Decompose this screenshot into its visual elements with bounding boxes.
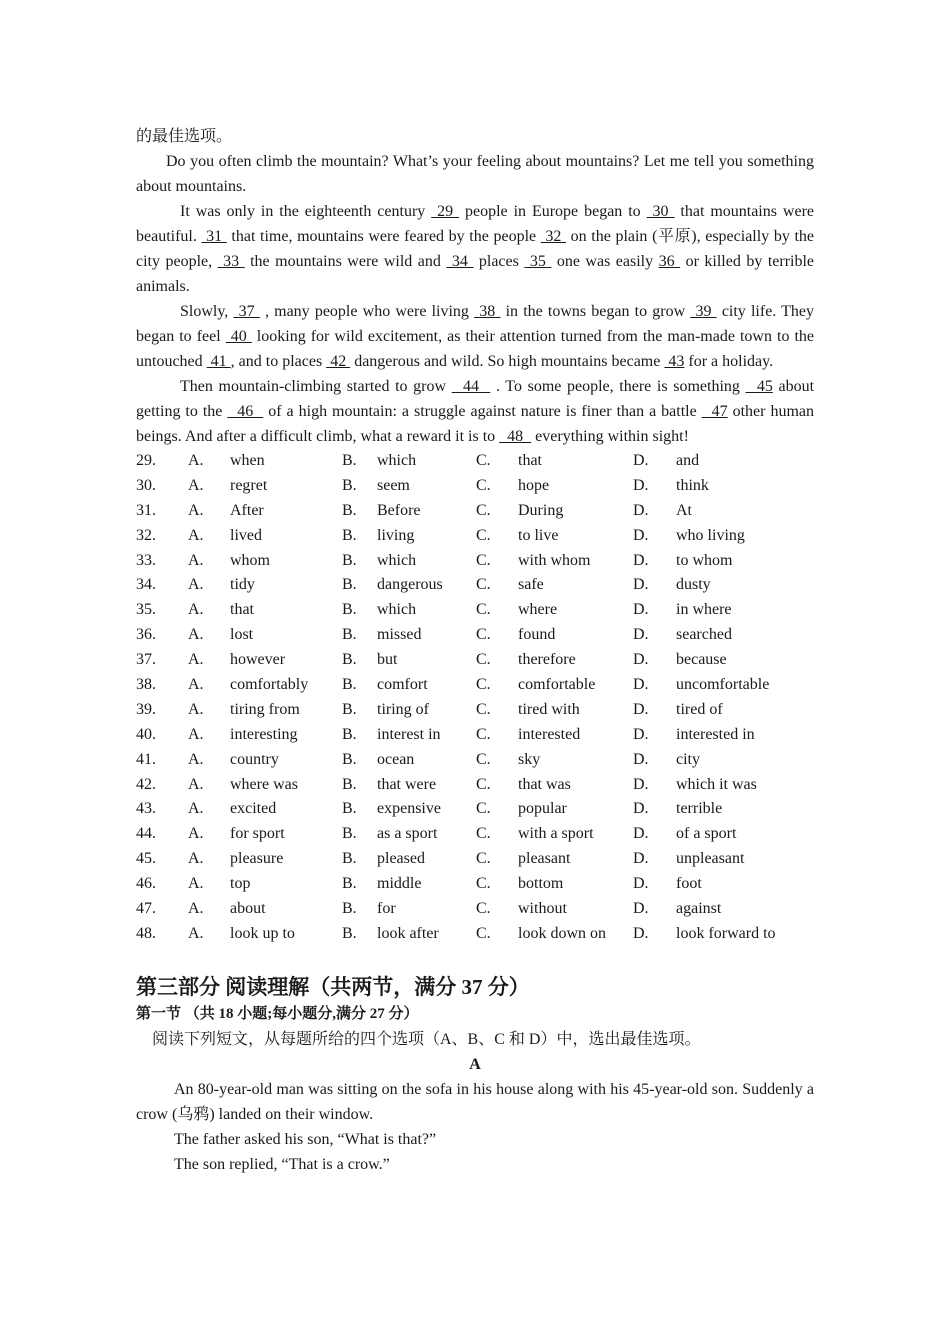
- option-letter-c: C.: [476, 501, 491, 519]
- option-letter-a: A.: [188, 651, 204, 669]
- option-letter-b: B.: [342, 825, 357, 843]
- option-letter-c: C.: [476, 626, 491, 644]
- option-letter-a: A.: [188, 676, 204, 694]
- blank-34: 34: [446, 253, 474, 270]
- blank-40: 40: [225, 328, 252, 345]
- question-number: 33.: [136, 551, 156, 569]
- option-letter-b: B.: [342, 501, 357, 519]
- option-a: tiring from: [230, 700, 300, 718]
- passage-a-paragraph-2: The father asked his son, “What is that?”: [174, 1130, 437, 1148]
- option-letter-c: C.: [476, 825, 491, 843]
- option-b: for: [377, 900, 396, 918]
- option-d: who living: [676, 526, 745, 544]
- option-row: [136, 623, 814, 648]
- option-c: without: [518, 900, 567, 918]
- option-b: dangerous: [377, 576, 443, 594]
- option-letter-a: A.: [188, 551, 204, 569]
- option-letter-a: A.: [188, 501, 204, 519]
- option-letter-c: C.: [476, 526, 491, 544]
- option-letter-d: D.: [633, 476, 649, 494]
- option-d: against: [676, 900, 722, 918]
- option-a: for sport: [230, 825, 285, 843]
- section-title: 第三部分 阅读理解（共两节，满分 37 分）: [136, 974, 530, 999]
- question-number: 29.: [136, 452, 156, 469]
- cloze-paragraph-4: Then mountain-climbing started to grow 44 . To some people, there is something 45 about getting to the 46 of a high mountain: a struggle against nature is finer than a battle 47 other human beings. And after a difficult climb, what a reward it is to 48 everything within sight!: [136, 378, 815, 445]
- question-number: 47.: [136, 900, 156, 918]
- option-d: uncomfortable: [676, 676, 770, 694]
- option-letter-a: A.: [188, 576, 204, 594]
- option-a: interesting: [230, 725, 298, 743]
- option-row: [136, 822, 814, 847]
- option-a: lost: [230, 626, 254, 644]
- blank-48: 48: [499, 428, 532, 445]
- option-letter-a: A.: [188, 750, 204, 768]
- question-number: 30.: [136, 476, 156, 494]
- option-letter-d: D.: [633, 725, 649, 743]
- option-c: interested: [518, 725, 581, 743]
- option-letter-a: A.: [188, 700, 204, 718]
- option-c: to live: [518, 526, 559, 544]
- option-letter-d: D.: [633, 651, 649, 669]
- option-row: [136, 872, 814, 897]
- option-d: because: [676, 651, 727, 669]
- option-row: [136, 474, 814, 499]
- option-letter-d: D.: [633, 526, 649, 544]
- option-d: foot: [676, 875, 702, 893]
- option-row: [136, 598, 814, 623]
- question-number: 36.: [136, 626, 156, 644]
- option-letter-d: D.: [633, 551, 649, 569]
- option-row: [136, 449, 814, 474]
- option-letter-b: B.: [342, 900, 357, 918]
- question-number: 37.: [136, 651, 156, 669]
- intro-tail: 的最佳选项。: [136, 128, 233, 145]
- option-d: searched: [676, 626, 732, 644]
- option-b: ocean: [377, 750, 415, 768]
- instructions: 阅读下列短文，从每题所给的四个选项（A、B、C 和 D）中，选出最佳选项。: [152, 1030, 701, 1048]
- blank-41: 41: [206, 353, 231, 370]
- option-d: of a sport: [676, 825, 737, 843]
- option-row: [136, 723, 814, 748]
- option-letter-a: A.: [188, 725, 204, 743]
- question-number: 34.: [136, 576, 156, 594]
- option-row: [136, 499, 814, 524]
- option-letter-a: A.: [188, 825, 204, 843]
- option-c: During: [518, 501, 564, 519]
- option-row: [136, 897, 814, 922]
- option-letter-b: B.: [342, 576, 357, 594]
- question-number: 42.: [136, 775, 156, 793]
- blank-44: 44: [451, 378, 491, 395]
- option-letter-d: D.: [633, 501, 649, 519]
- question-number: 43.: [136, 800, 156, 818]
- option-d: unpleasant: [676, 850, 745, 868]
- blank-47: 47: [701, 403, 728, 420]
- option-letter-d: D.: [633, 850, 649, 868]
- option-letter-d: D.: [633, 875, 649, 893]
- option-letter-b: B.: [342, 775, 357, 793]
- option-letter-c: C.: [476, 651, 491, 669]
- option-letter-d: D.: [633, 452, 649, 469]
- option-b: pleased: [377, 850, 425, 868]
- option-a: comfortably: [230, 676, 309, 694]
- option-letter-c: C.: [476, 576, 491, 594]
- option-letter-c: C.: [476, 676, 491, 694]
- option-letter-b: B.: [342, 601, 357, 619]
- option-b: comfort: [377, 676, 428, 694]
- option-letter-d: D.: [633, 676, 649, 694]
- option-letter-a: A.: [188, 476, 204, 494]
- option-d: city: [676, 750, 700, 768]
- option-c: popular: [518, 800, 567, 818]
- cloze-paragraph-2: It was only in the eighteenth century 29 people in Europe began to 30 that mountains were beautiful. 31 that time, mountains were feared by the people 32 on the plain (平原), especially by the city people, 33 the mountains were wild and 34 places 35 one was easily 36 or killed by terrible animals.: [136, 203, 815, 295]
- option-letter-b: B.: [342, 651, 357, 669]
- option-a: excited: [230, 800, 277, 818]
- option-b: which: [377, 551, 417, 569]
- option-letter-b: B.: [342, 700, 357, 718]
- blank-38: 38: [474, 303, 501, 320]
- option-c: bottom: [518, 875, 564, 893]
- blank-31: 31: [201, 228, 227, 245]
- option-b: which: [377, 601, 417, 619]
- option-letter-d: D.: [633, 750, 649, 768]
- cloze-paragraph-3: Slowly, 37 , many people who were living 38 in the towns began to grow 39 city life. They began to feel 40 looking for wild excitement, as their attention turned from the man-made town to the untouched 41 , and to places 42 dangerous and wild. So high mountains became 43 for a holiday.: [136, 303, 815, 370]
- option-b: middle: [377, 875, 422, 893]
- option-a: lived: [230, 526, 262, 544]
- option-letter-b: B.: [342, 800, 357, 818]
- option-c: comfortable: [518, 676, 596, 694]
- option-a: pleasure: [230, 850, 284, 868]
- option-a: where was: [230, 775, 298, 793]
- option-letter-d: D.: [633, 601, 649, 619]
- option-a: tidy: [230, 576, 255, 594]
- option-b: living: [377, 526, 415, 544]
- option-letter-a: A.: [188, 900, 204, 918]
- option-letter-d: D.: [633, 700, 649, 718]
- option-d: terrible: [676, 800, 723, 818]
- option-letter-c: C.: [476, 850, 491, 868]
- option-a: whom: [230, 551, 270, 569]
- option-letter-b: B.: [342, 526, 357, 544]
- cloze-paragraph-1: Do you often climb the mountain? What’s your feeling about mountains? Let me tell you something about mountains.: [136, 153, 814, 195]
- question-number: 48.: [136, 924, 156, 942]
- option-letter-d: D.: [633, 775, 649, 793]
- option-letter-a: A.: [188, 452, 204, 469]
- option-letter-d: D.: [633, 900, 649, 918]
- question-number: 41.: [136, 750, 156, 768]
- option-a: regret: [230, 476, 268, 494]
- option-letter-c: C.: [476, 725, 491, 743]
- option-b: look after: [377, 924, 439, 942]
- option-a: top: [230, 875, 251, 893]
- blank-39: 39: [690, 303, 717, 320]
- option-b: which: [377, 452, 417, 469]
- option-letter-c: C.: [476, 900, 491, 918]
- option-row: [136, 773, 814, 798]
- option-row: [136, 549, 814, 574]
- option-a: that: [230, 601, 254, 619]
- option-b: Before: [377, 501, 421, 519]
- option-letter-c: C.: [476, 700, 491, 718]
- passage-a-paragraph-3: The son replied, “That is a crow.”: [174, 1155, 390, 1173]
- option-letter-b: B.: [342, 476, 357, 494]
- passage-label: A: [469, 1055, 481, 1073]
- option-a: look up to: [230, 924, 295, 942]
- option-b: as a sport: [377, 825, 438, 843]
- option-c: look down on: [518, 924, 606, 942]
- option-letter-a: A.: [188, 601, 204, 619]
- question-number: 45.: [136, 850, 156, 868]
- option-c: where: [518, 601, 558, 619]
- option-letter-d: D.: [633, 626, 649, 644]
- option-a: when: [230, 452, 265, 469]
- option-row: [136, 573, 814, 598]
- option-letter-a: A.: [188, 775, 204, 793]
- option-d: tired of: [676, 700, 723, 718]
- blank-42: 42: [326, 353, 351, 370]
- option-letter-b: B.: [342, 676, 357, 694]
- option-b: that were: [377, 775, 437, 793]
- option-letter-a: A.: [188, 626, 204, 644]
- option-letter-c: C.: [476, 875, 491, 893]
- option-c: safe: [518, 576, 544, 594]
- question-number: 32.: [136, 526, 156, 544]
- option-letter-c: C.: [476, 452, 491, 469]
- option-letter-c: C.: [476, 775, 491, 793]
- option-d: to whom: [676, 551, 733, 569]
- option-a: however: [230, 651, 286, 669]
- option-c: found: [518, 626, 556, 644]
- option-letter-c: C.: [476, 551, 491, 569]
- option-c: with a sport: [518, 825, 594, 843]
- option-c: pleasant: [518, 850, 571, 868]
- question-number: 46.: [136, 875, 156, 893]
- subsection-title: 第一节 （共 18 小题;每小题分,满分 27 分）: [136, 1005, 419, 1022]
- option-letter-b: B.: [342, 551, 357, 569]
- option-letter-c: C.: [476, 924, 491, 942]
- option-c: that was: [518, 775, 571, 793]
- option-a: country: [230, 750, 279, 768]
- option-d: dusty: [676, 576, 711, 594]
- option-letter-b: B.: [342, 875, 357, 893]
- option-letter-b: B.: [342, 850, 357, 868]
- option-row: [136, 748, 814, 773]
- option-b: but: [377, 651, 398, 669]
- option-letter-b: B.: [342, 924, 357, 942]
- option-letter-d: D.: [633, 924, 649, 942]
- option-b: missed: [377, 626, 422, 644]
- option-letter-c: C.: [476, 601, 491, 619]
- question-number: 31.: [136, 501, 156, 519]
- option-a: about: [230, 900, 266, 918]
- option-letter-d: D.: [633, 825, 649, 843]
- option-d: interested in: [676, 725, 755, 743]
- blank-43: 43: [664, 353, 685, 370]
- option-d: look forward to: [676, 924, 776, 942]
- passage-a-paragraph-1: An 80-year-old man was sitting on the sofa in his house along with his 45-year-old son. Suddenly a crow (乌鸦) landed on their window.: [136, 1080, 814, 1123]
- option-c: with whom: [518, 551, 591, 569]
- option-d: think: [676, 476, 709, 494]
- exam-page: [136, 124, 814, 1177]
- option-letter-a: A.: [188, 875, 204, 893]
- option-row: [136, 648, 814, 673]
- option-row: [136, 524, 814, 549]
- option-letter-b: B.: [342, 452, 357, 469]
- option-d: which it was: [676, 775, 757, 793]
- option-b: interest in: [377, 725, 441, 743]
- blank-33: 33: [217, 253, 245, 270]
- option-letter-a: A.: [188, 800, 204, 818]
- options-table: [136, 449, 814, 947]
- option-letter-b: B.: [342, 750, 357, 768]
- option-letter-a: A.: [188, 526, 204, 544]
- blank-37: 37: [233, 303, 260, 320]
- option-row: [136, 847, 814, 872]
- option-letter-b: B.: [342, 725, 357, 743]
- option-row: [136, 698, 814, 723]
- option-d: At: [676, 501, 692, 519]
- option-b: seem: [377, 476, 410, 494]
- option-row: [136, 922, 814, 947]
- blank-35: 35: [524, 253, 552, 270]
- blank-32: 32: [540, 228, 567, 245]
- option-row: [136, 673, 814, 698]
- blank-36: 36: [658, 253, 681, 270]
- option-b: expensive: [377, 800, 441, 818]
- option-row: [136, 797, 814, 822]
- option-letter-c: C.: [476, 800, 491, 818]
- question-number: 35.: [136, 601, 156, 619]
- option-letter-c: C.: [476, 750, 491, 768]
- question-number: 38.: [136, 676, 156, 694]
- option-a: After: [230, 501, 264, 519]
- option-letter-b: B.: [342, 626, 357, 644]
- option-letter-a: A.: [188, 850, 204, 868]
- option-letter-d: D.: [633, 576, 649, 594]
- option-d: and: [676, 452, 700, 469]
- question-number: 40.: [136, 725, 156, 743]
- option-c: therefore: [518, 651, 576, 669]
- question-number: 44.: [136, 825, 156, 843]
- option-c: tired with: [518, 700, 580, 718]
- blank-30: 30: [646, 203, 675, 220]
- blank-29: 29: [431, 203, 460, 220]
- blank-45: 45: [745, 378, 773, 395]
- option-letter-d: D.: [633, 800, 649, 818]
- option-letter-a: A.: [188, 924, 204, 942]
- option-c: hope: [518, 476, 550, 494]
- option-c: sky: [518, 750, 541, 768]
- blank-46: 46: [227, 403, 264, 420]
- option-d: in where: [676, 601, 732, 619]
- option-b: tiring of: [377, 700, 429, 718]
- option-letter-c: C.: [476, 476, 491, 494]
- question-number: 39.: [136, 700, 156, 718]
- option-c: that: [518, 452, 542, 469]
